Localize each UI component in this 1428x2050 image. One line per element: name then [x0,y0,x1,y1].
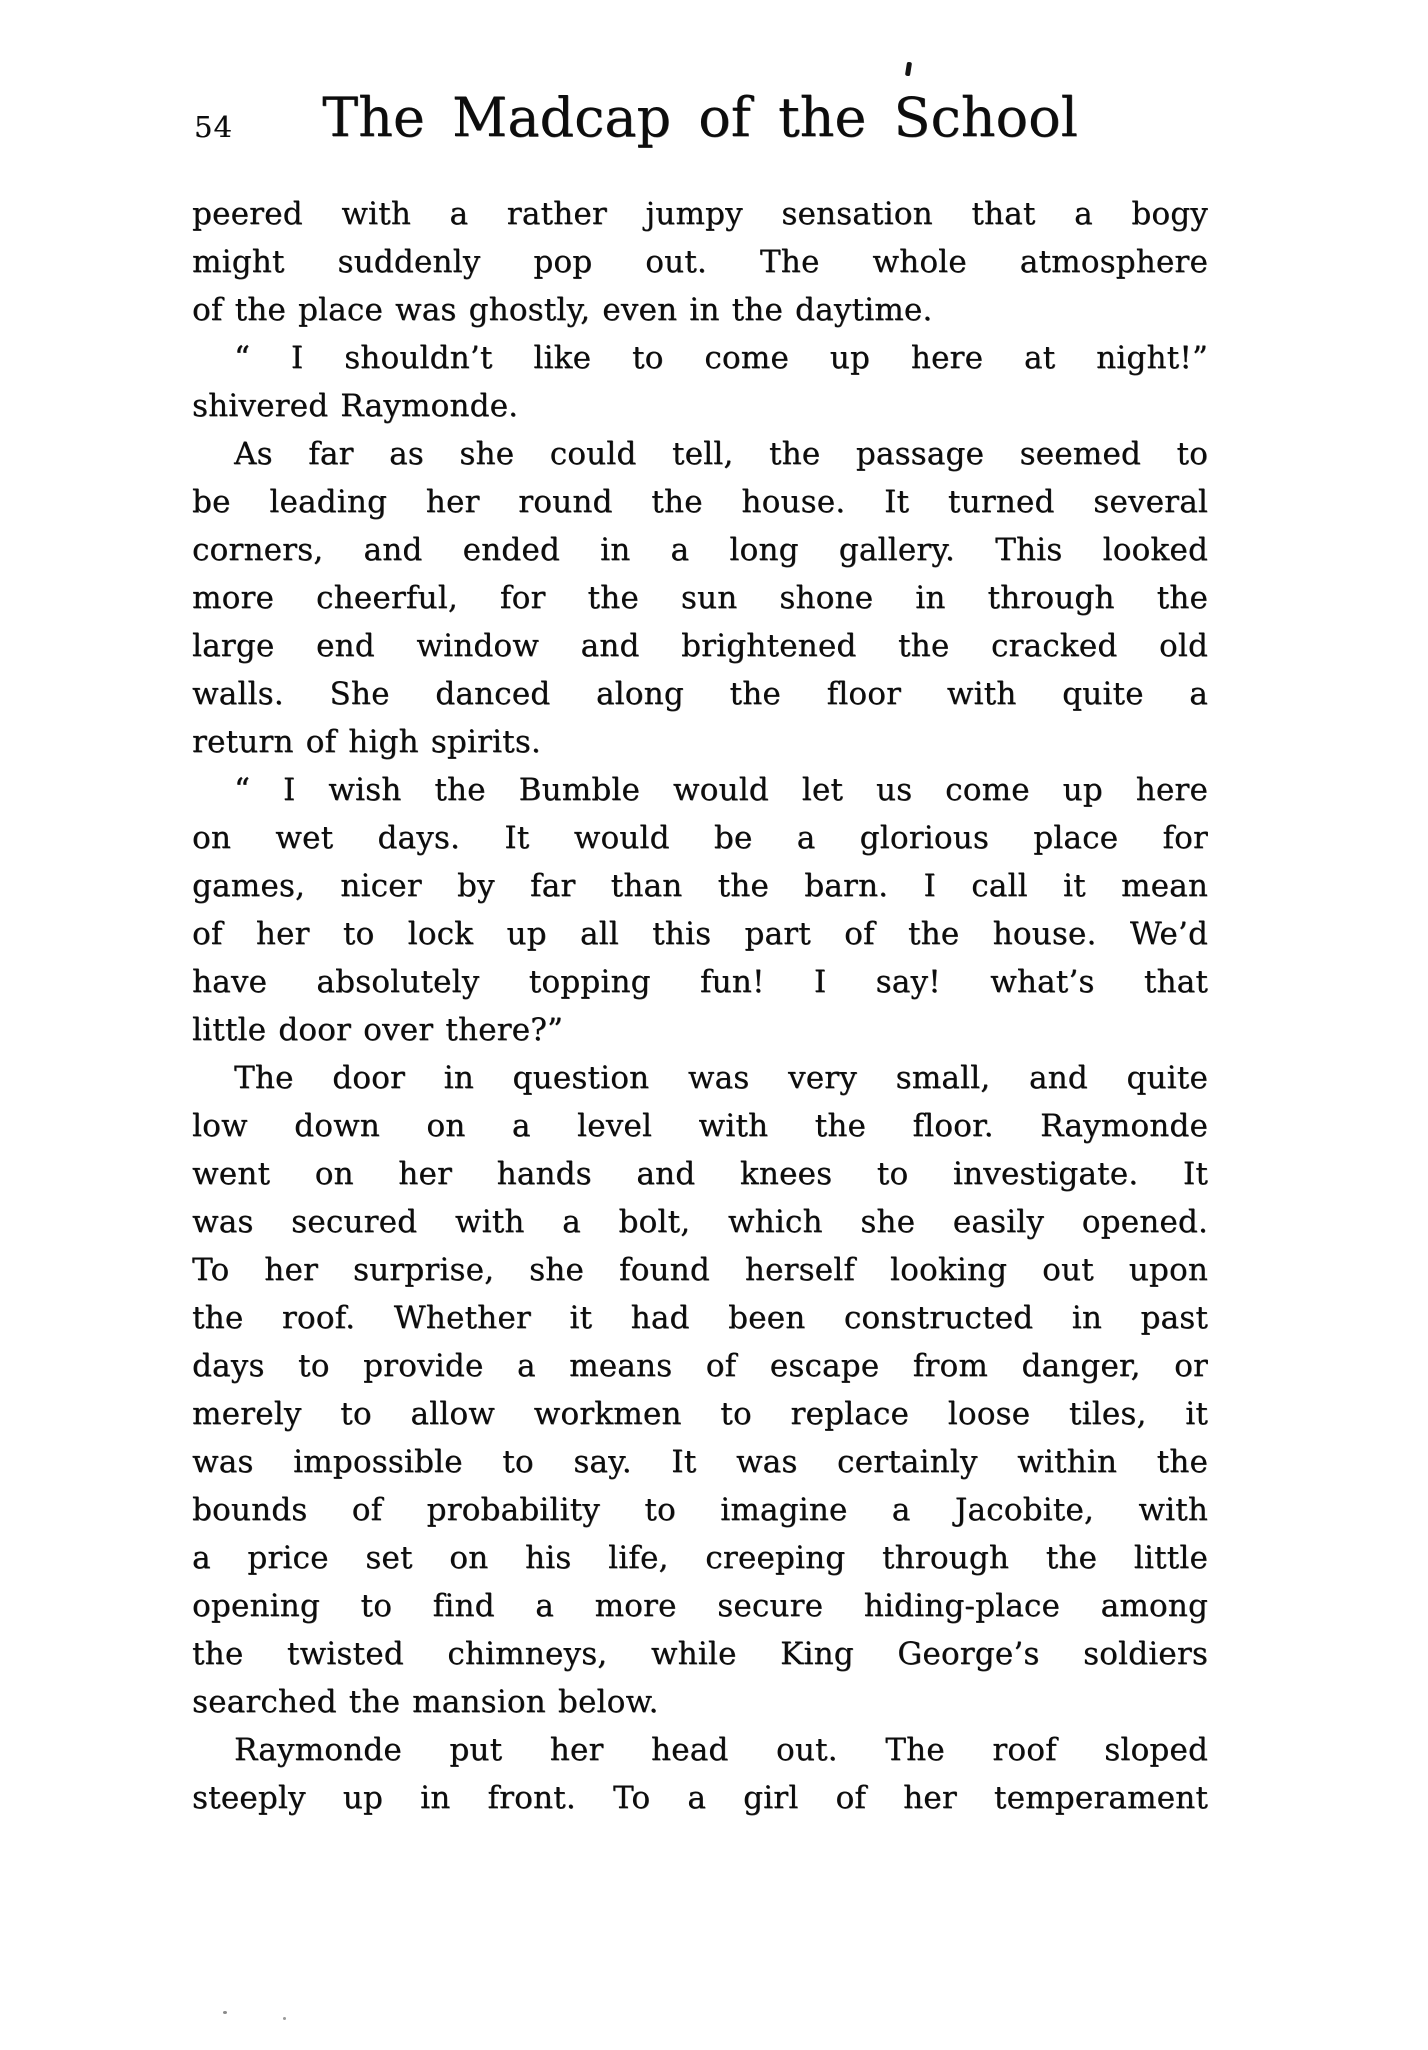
text-line: searched the mansion below. [192,1684,659,1720]
text-line: opening to find a more secure hiding-place among [192,1588,1208,1624]
text-line: merely to allow workmen to replace loose tiles, it [192,1396,1208,1432]
text-line: return of high spirits. [192,724,541,760]
text-line: more cheerful, for the sun shone in through the [192,580,1208,616]
text-line: games, nicer by far than the barn. I call it mean [192,868,1208,904]
text-line: be leading her round the house. It turned several [192,484,1208,520]
scan-artifact [905,62,912,77]
page-number: 54 [194,110,233,144]
text-line: went on her hands and knees to investigate. It [192,1156,1208,1192]
text-line: of her to lock up all this part of the house. We’d [192,916,1208,952]
text-line: might suddenly pop out. The whole atmosphere [192,244,1208,280]
text-line: corners, and ended in a long gallery. This looked [192,532,1208,568]
text-line: on wet days. It would be a glorious place for [192,820,1208,856]
scan-artifact [283,2017,286,2020]
text-line: “ I shouldn’t like to come up here at night!” [234,340,1208,376]
text-line: bounds of probability to imagine a Jacobite, with [192,1492,1208,1528]
text-line: shivered Raymonde. [192,388,519,424]
text-line: To her surprise, she found herself looking out upon [192,1252,1208,1288]
text-line: days to provide a means of escape from danger, or [192,1348,1208,1384]
text-column [192,82,1208,1822]
text-line: low down on a level with the floor. Raymonde [192,1108,1208,1144]
text-line: little door over there?” [192,1012,564,1048]
text-line: peered with a rather jumpy sensation that a bogy [192,196,1208,232]
text-line: was impossible to say. It was certainly within the [192,1444,1208,1480]
text-line: The door in question was very small, and quite [234,1060,1208,1096]
text-line: was secured with a bolt, which she easily opened. [192,1204,1208,1240]
body-text [192,190,1208,1822]
text-line: the roof. Whether it had been constructed in past [192,1300,1208,1336]
text-line: a price set on his life, creeping through the little [192,1540,1208,1576]
text-line: As far as she could tell, the passage seemed to [234,436,1208,472]
page-header [192,82,1208,154]
text-line: Raymonde put her head out. The roof sloped [234,1732,1208,1768]
text-line: the twisted chimneys, while King George’s soldiers [192,1636,1208,1672]
scan-artifact [223,2011,227,2014]
text-line: “ I wish the Bumble would let us come up here [234,772,1208,808]
text-line: walls. She danced along the floor with quite a [192,676,1208,712]
text-line: steeply up in front. To a girl of her temperament [192,1780,1208,1816]
text-line: of the place was ghostly, even in the daytime. [192,292,933,328]
running-title: The Madcap of the School [322,86,1078,149]
text-line: large end window and brightened the cracked old [192,628,1208,664]
text-line: have absolutely topping fun! I say! what’s that [192,964,1208,1000]
